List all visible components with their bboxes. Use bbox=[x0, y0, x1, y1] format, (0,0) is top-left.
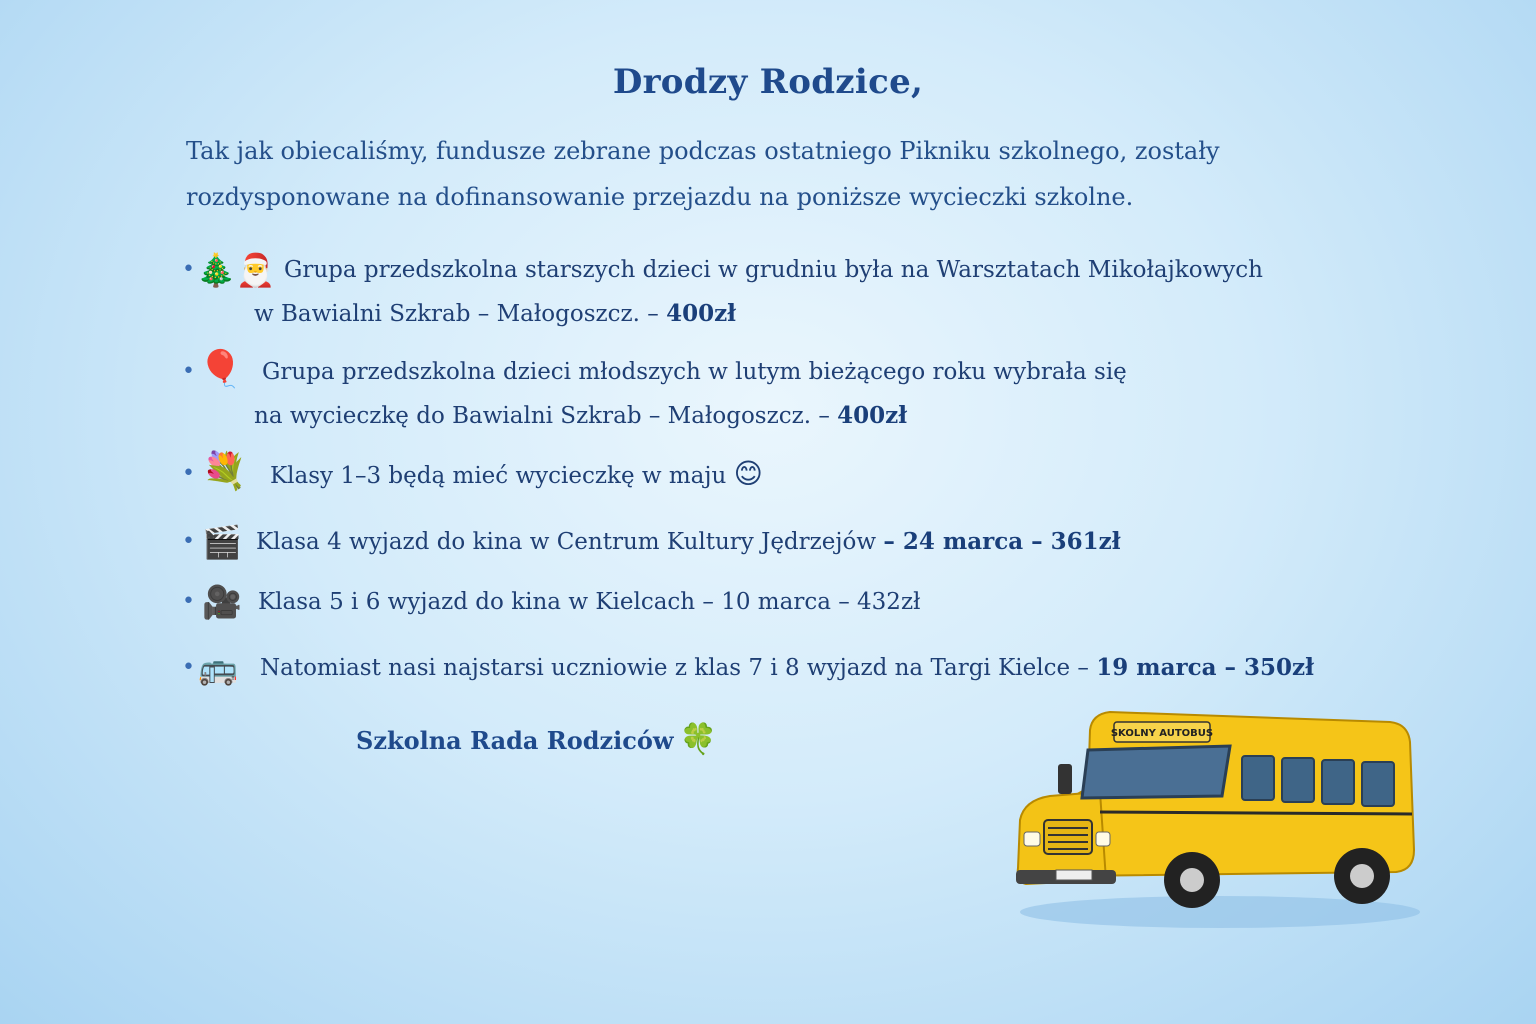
item-text-line-1 bbox=[256, 520, 1121, 564]
item-amount: 19 marca – 350zł bbox=[1096, 654, 1314, 681]
bullet: • bbox=[182, 461, 195, 486]
flowers-icon: 💐 bbox=[202, 451, 247, 492]
bullet: • bbox=[182, 529, 195, 554]
item-text: Natomiast nasi najstarsi uczniowie z klas 7 i 8 wyjazd na Targi Kielce – bbox=[260, 655, 1097, 681]
list-item bbox=[182, 248, 1263, 338]
item-text: Klasy 1–3 będą mieć wycieczkę w maju bbox=[270, 463, 727, 489]
clapperboard-icon: 🎬 bbox=[202, 523, 242, 561]
clover-icon: 🍀 bbox=[679, 722, 717, 757]
item-text: na wycieczkę do Bawialni Szkrab – Małogoszcz. – bbox=[254, 403, 838, 429]
item-text-line-1: Grupa przedszkolna starszych dzieci w grudniu była na Warsztatach Mikołajkowych bbox=[284, 257, 1263, 283]
smiley-icon: 😊 bbox=[733, 457, 763, 490]
signature bbox=[356, 722, 717, 757]
item-text-line-2 bbox=[254, 292, 736, 336]
bullet: • bbox=[182, 589, 195, 614]
signature-text: Szkolna Rada Rodziców bbox=[356, 726, 674, 755]
intro-paragraph bbox=[186, 128, 1266, 220]
bullet: • bbox=[182, 257, 195, 282]
list-item bbox=[182, 646, 1314, 694]
item-text-line-1 bbox=[260, 646, 1314, 690]
intro-line-2: rozdysponowane na dofinansowanie przejazdu na poniższe wycieczki szkolne. bbox=[186, 183, 1134, 211]
item-amount: 400zł bbox=[837, 402, 908, 429]
intro-line-1: Tak jak obiecaliśmy, fundusze zebrane podczas ostatniego Pikniku szkolnego, zostały bbox=[186, 137, 1220, 165]
item-amount: – 24 marca – 361zł bbox=[883, 528, 1121, 555]
list-item bbox=[182, 520, 1242, 568]
school-bus-illustration bbox=[1010, 700, 1430, 940]
balloons-icon: 🎈 bbox=[198, 349, 243, 390]
movie-camera-icon: 🎥 bbox=[202, 583, 242, 621]
list-item bbox=[182, 452, 1242, 500]
item-text-line-2 bbox=[254, 394, 907, 438]
item-text-line-1 bbox=[270, 452, 763, 498]
item-text: w Bawialni Szkrab – Małogoszcz. – bbox=[254, 301, 667, 327]
item-text: Klasa 4 wyjazd do kina w Centrum Kultury Jędrzejów bbox=[256, 529, 877, 555]
bus-icon: 🚌 bbox=[198, 649, 238, 687]
christmas-tree-santa-icon: 🎄🎅 bbox=[196, 251, 276, 289]
list-item bbox=[182, 350, 1242, 440]
bullet: • bbox=[182, 359, 195, 384]
item-text-line-1: Klasa 5 i 6 wyjazd do kina w Kielcach – 10 marca – 432zł bbox=[258, 589, 921, 615]
list-item bbox=[182, 580, 1242, 628]
item-text-line-1: Grupa przedszkolna dzieci młodszych w lutym bieżącego roku wybrała się bbox=[262, 359, 1127, 385]
bullet: • bbox=[182, 655, 195, 680]
letter-title: Drodzy Rodzice, bbox=[612, 62, 924, 102]
bus-sign-label: SKOLNY AUTOBUS bbox=[1110, 728, 1214, 739]
item-amount: 400zł bbox=[666, 300, 736, 327]
